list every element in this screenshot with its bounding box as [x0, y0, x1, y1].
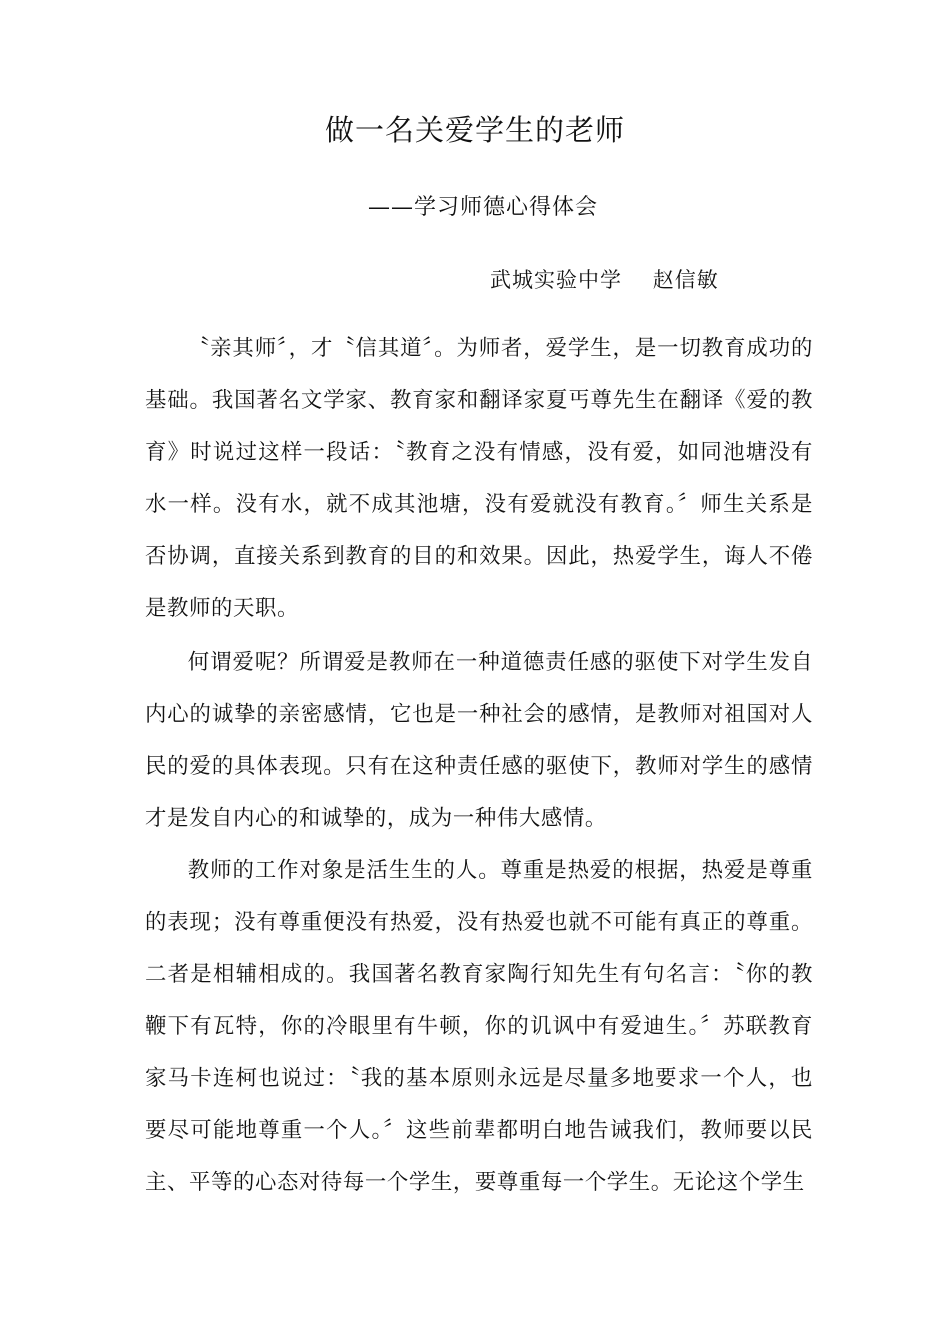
document-title: 做一名关爱学生的老师 [324, 113, 625, 147]
paragraph-1: 〝亲其师〞，才〝信其道〞。为师者，爱学生，是一切教育成功的基础。我国著名文学家、教育家和翻译家夏丐尊先生在翻译《爱的教育》时说过这样一段话：〝教育之没有情感，没有爱，如同池塘没有水一样。没有水，就不成其池塘，没有爱就没有教育。〞师生关系是否协调，直接关系到教育的目的和效果。因此，热爱学生，诲人不倦是教师的天职。 [145, 336, 813, 621]
paragraph-3: 教师的工作对象是活生生的人。尊重是热爱的根据，热爱是尊重的表现；没有尊重便没有热爱，没有热爱也就不可能有真正的尊重。二者是相辅相成的。我国著名教育家陶行知先生有句名言：〝你的教鞭下有瓦特，你的冷眼里有牛顿，你的讥讽中有爱迪生。〞苏联教育家马卡连柯也说过：〝我的基本原则永远是尽量多地要求一个人，也要尽可能地尊重一个人。〞这些前辈都明白地告诫我们，教师要以民主、平等的心态对待每一个学生，要尊重每一个学生。无论这个学生 [145, 858, 813, 1195]
document-subtitle: ——学习师德心得体会 [368, 195, 599, 220]
paragraph-2: 何谓爱呢？所谓爱是教师在一种道德责任感的驱使下对学生发自内心的诚挚的亲密感情，它也是一种社会的感情，是教师对祖国对人民的爱的具体表现。只有在这种责任感的驱使下，教师对学生的感情才是发自内心的和诚挚的，成为一种伟大感情。 [145, 650, 813, 831]
author-line: 武城实验中学 赵信敏 [490, 268, 719, 292]
